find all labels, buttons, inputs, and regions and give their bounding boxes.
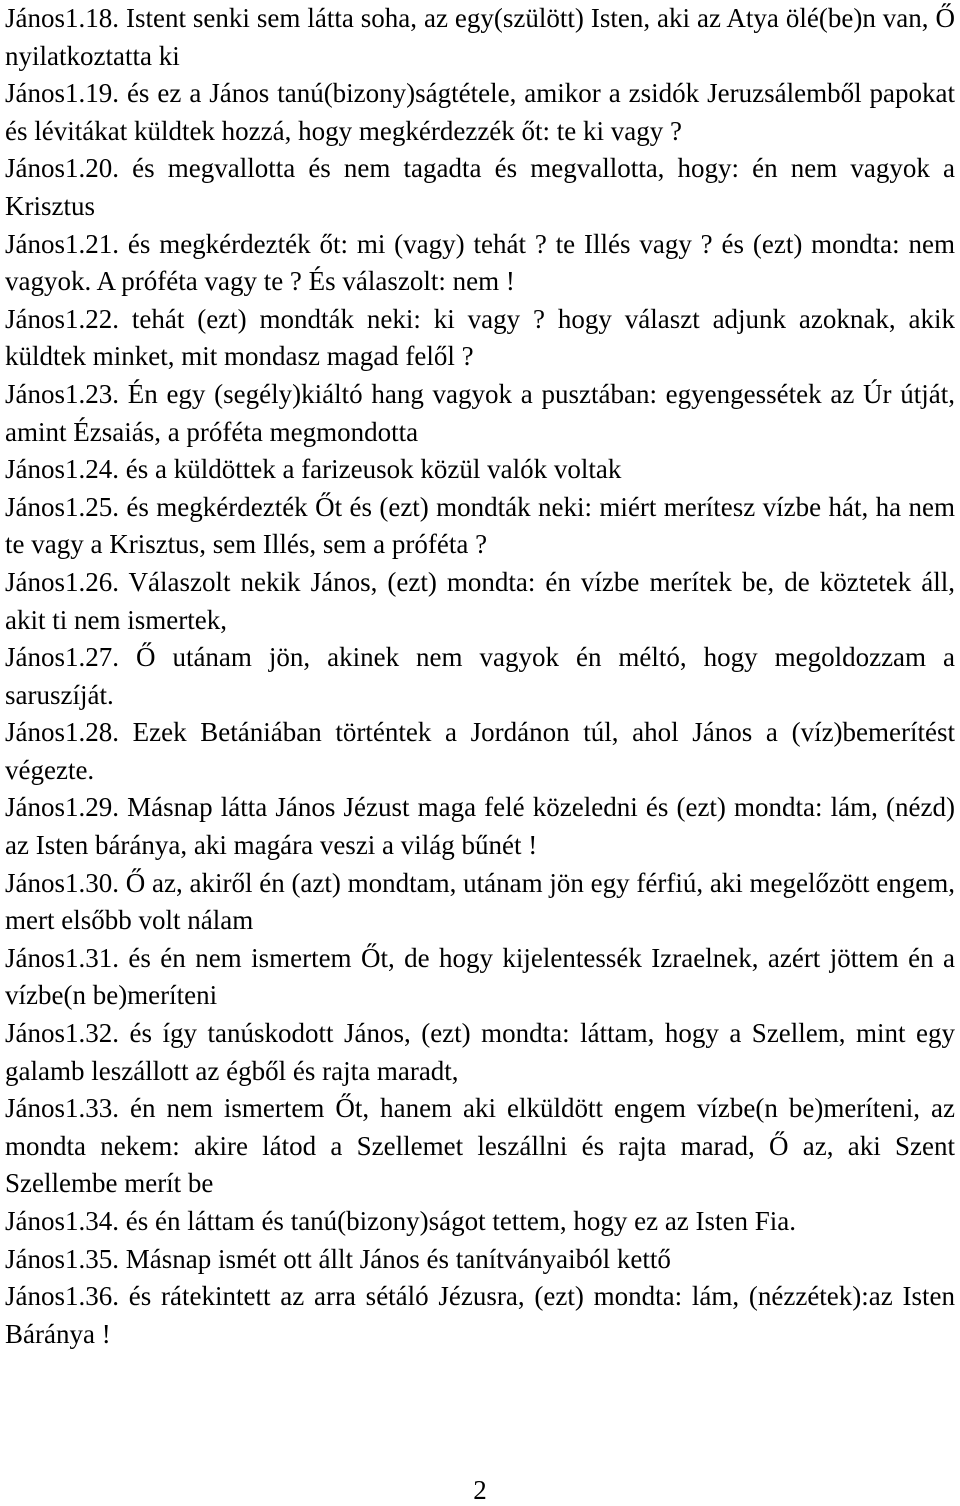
verse-1-25: János1.25. és megkérdezték Őt és (ezt) mondták neki: miért merítesz vízbe hát, ha nem te vagy a Krisztus, sem Illés, sem a próféta ? xyxy=(5,491,955,560)
verse-1-19: János1.19. és ez a János tanú(bizony)ságtétele, amikor a zsidók Jeruzsálemből papokat és lévitákat küldtek hozzá, hogy megkérdezzék őt: te ki vagy ? xyxy=(5,78,955,146)
verse-1-23: János1.23. Én egy (segély)kiáltó hang vagyok a pusztában: egyengessétek az Úr útját, amint Ézsaiás, a próféta megmondotta xyxy=(5,378,955,447)
verse-1-28: János1.28. Ezek Betániában történtek a Jordánon túl, ahol János a (víz)bemerítést végezte. xyxy=(5,717,955,785)
verse-1-36: János1.36. és rátekintett az arra sétáló Jézusra, (ezt) mondta: lám, (nézzétek):az Isten Báránya ! xyxy=(5,1281,955,1349)
verse-1-29: János1.29. Másnap látta János Jézust maga felé közeledni és (ezt) mondta: lám, (nézd) az Isten báránya, aki magára veszi a világ bűnét ! xyxy=(5,792,955,861)
verse-1-20: János1.20. és megvallotta és nem tagadta és megvallotta, hogy: én nem vagyok a Krisztus xyxy=(5,153,955,221)
document-body xyxy=(5,0,955,1353)
verse-1-22: János1.22. tehát (ezt) mondták neki: ki vagy ? hogy választ adjunk azoknak, akik küldtek minket, mit mondasz magad felől ? xyxy=(5,303,955,372)
verse-1-34: János1.34. és én láttam és tanú(bizony)ságot tettem, hogy ez az Isten Fia. xyxy=(5,1206,797,1236)
verse-1-27: János1.27. Ő utánam jön, akinek nem vagyok én méltó, hogy megoldozzam a saruszíját. xyxy=(5,642,955,710)
page-number: 2 xyxy=(473,1475,487,1505)
verse-1-24: János1.24. és a küldöttek a farizeusok közül valók voltak xyxy=(5,454,622,485)
verse-1-18: János1.18. Istent senki sem látta soha, az egy(szülött) Isten, aki az Atya ölé(be)n van, Ő nyilatkoztatta ki xyxy=(5,3,955,71)
verse-1-21: János1.21. és megkérdezték őt: mi (vagy) tehát ? te Illés vagy ? és (ezt) mondta: nem vagyok. A próféta vagy te ? És válaszolt: nem ! xyxy=(5,228,955,297)
verse-1-32: János1.32. és így tanúskodott János, (ezt) mondta: láttam, hogy a Szellem, mint egy galamb leszállott az égből és rajta maradt, xyxy=(5,1018,955,1086)
verse-1-26: János1.26. Válaszolt nekik János, (ezt) mondta: én vízbe merítek be, de köztetek áll, akit ti nem ismertek, xyxy=(5,566,955,635)
verse-1-30: János1.30. Ő az, akiről én (azt) mondtam, utánam jön egy férfiú, aki megelőzött engem, mert elsőbb volt nálam xyxy=(5,867,955,936)
verse-1-35: János1.35. Másnap ismét ott állt János és tanítványaiból kettő xyxy=(5,1243,671,1274)
verse-1-31: János1.31. és én nem ismertem Őt, de hogy kijelentessék Izraelnek, azért jöttem én a vízbe(n be)meríteni xyxy=(5,942,955,1011)
verse-1-33: János1.33. én nem ismertem Őt, hanem aki elküldött engem vízbe(n be)meríteni, az mondta nekem: akire látod a Szellemet leszállni és rajta marad, Ő az, aki Szent Szellembe merít be xyxy=(5,1093,955,1199)
